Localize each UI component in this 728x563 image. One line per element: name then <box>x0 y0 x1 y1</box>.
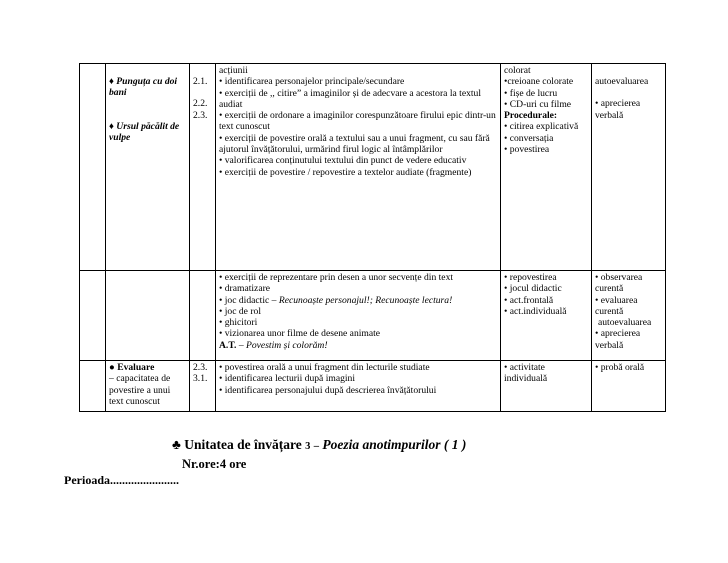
unit-label: Unitatea de învățare <box>184 437 302 452</box>
competences-cell <box>190 64 216 271</box>
activity-line: • joc de rol <box>219 305 261 317</box>
resources-cell <box>501 361 592 412</box>
content-item: ♦ Punguța cu doi bani <box>109 76 178 99</box>
content-item: ♦ Ursul păcălit de vulpe <box>109 120 180 143</box>
resource-line: • jocul didactic <box>504 283 562 295</box>
evaluation-line: • evaluarea curentă <box>595 294 638 317</box>
resource-line: • conversația <box>504 132 554 144</box>
activities-cell <box>216 361 501 412</box>
resource-line: • povestirea <box>504 144 550 156</box>
resources-cell <box>501 64 592 271</box>
competences-cell <box>190 271 216 361</box>
resource-line: colorat <box>504 65 531 76</box>
resource-line: • fișe de lucru <box>504 87 558 99</box>
competence-code: 3.1. <box>193 373 208 385</box>
competences-cell <box>190 361 216 412</box>
activity-line: • exerciții de reprezentare prin desen a unor secvențe din text <box>219 272 454 283</box>
unit-name: Poezia anotimpurilor <box>322 437 441 452</box>
evaluation-line: • probă orală <box>595 362 645 373</box>
content-text: – capacitatea de povestire a unui text cunoscut <box>109 373 171 407</box>
evaluation-cell <box>592 361 666 412</box>
table-row <box>80 64 666 271</box>
resource-line: • activitate individuală <box>504 362 548 385</box>
activity-line: • valorificarea conținutului textului din punct de vedere educativ <box>219 155 467 167</box>
content-cell <box>106 361 190 412</box>
evaluation-line: autoevaluarea <box>595 76 649 87</box>
activity-line: A.T. – Povestim și colorăm! <box>219 339 328 351</box>
activities-cell <box>216 271 501 361</box>
hours-count: Nr.ore:4 ore <box>182 457 247 471</box>
table-row <box>80 271 666 361</box>
resource-line: • citirea explicativă <box>504 121 579 133</box>
content-cell <box>106 64 190 271</box>
content-cell <box>106 271 190 361</box>
activity-line: • joc didactic – Recunoaște personajul!; Recunoaște lectura! <box>219 294 453 306</box>
unit-dash: – <box>313 441 319 452</box>
table-row <box>80 361 666 412</box>
activity-line: • identificarea personajelor principale/secundare <box>219 76 405 88</box>
activity-line: • identificarea personajului după descrierea învățătorului <box>219 384 437 396</box>
resource-line: • repovestirea <box>504 272 557 283</box>
competence-code: 2.1. <box>193 76 208 87</box>
activity-line: • exerciții de ordonare a imaginilor corespunzătoare firului epic dintr-un text cunoscut <box>219 110 496 133</box>
activity-line: • exerciții de povestire / repovestire a textelor audiate (fragmente) <box>219 166 472 178</box>
resource-line: • CD-uri cu filme <box>504 98 572 110</box>
activity-line: • vizionarea unor filme de desene animate <box>219 328 381 340</box>
evaluation-line: autoevaluarea <box>598 317 652 329</box>
activity-line: • exerciții de povestire orală a textului sau a unui fragment, cu sau fără ajutorul învățătorului, urmărind firul logic al întâmplărilor <box>219 132 490 156</box>
row-number-cell <box>80 271 106 361</box>
activity-line: • dramatizare <box>219 283 271 295</box>
evaluation-heading: ● Evaluare <box>109 362 155 373</box>
competence-code: 2.3. <box>193 109 208 121</box>
resource-line: • act.individuală <box>504 305 567 317</box>
competence-code: 2.2. <box>193 98 208 110</box>
resource-line: • act.frontală <box>504 294 554 306</box>
procedural-heading: Procedurale: <box>504 110 558 122</box>
unit-title <box>172 437 466 453</box>
club-icon: ♣ <box>172 437 181 452</box>
resources-cell <box>501 271 592 361</box>
activity-line: • ghicitori <box>219 317 258 329</box>
activity-line: • povestirea orală a unui fragment din lecturile studiate <box>219 362 430 373</box>
lesson-plan-table <box>79 63 666 412</box>
evaluation-cell <box>592 271 666 361</box>
unit-number: 3 <box>305 441 311 452</box>
resource-line: •creioane colorate <box>504 76 574 88</box>
activity-line: • exerciții de ,, citire” a imaginilor și de adecvare a acestora la textul audiat <box>219 87 481 110</box>
activity-line: • identificarea lecturii după imagini <box>219 373 356 385</box>
period-label: Perioada....................... <box>64 473 179 487</box>
evaluation-cell <box>592 64 666 271</box>
unit-index: ( 1 ) <box>443 437 467 452</box>
evaluation-line: • aprecierea verbală <box>595 98 641 121</box>
evaluation-line: • aprecierea verbală <box>595 328 641 351</box>
row-number-cell <box>80 361 106 412</box>
evaluation-line: • observarea curentă <box>595 272 643 295</box>
competence-code: 2.3. <box>193 362 208 373</box>
activity-line: acțiunii <box>219 65 248 76</box>
activities-cell <box>216 64 501 271</box>
row-number-cell <box>80 64 106 271</box>
